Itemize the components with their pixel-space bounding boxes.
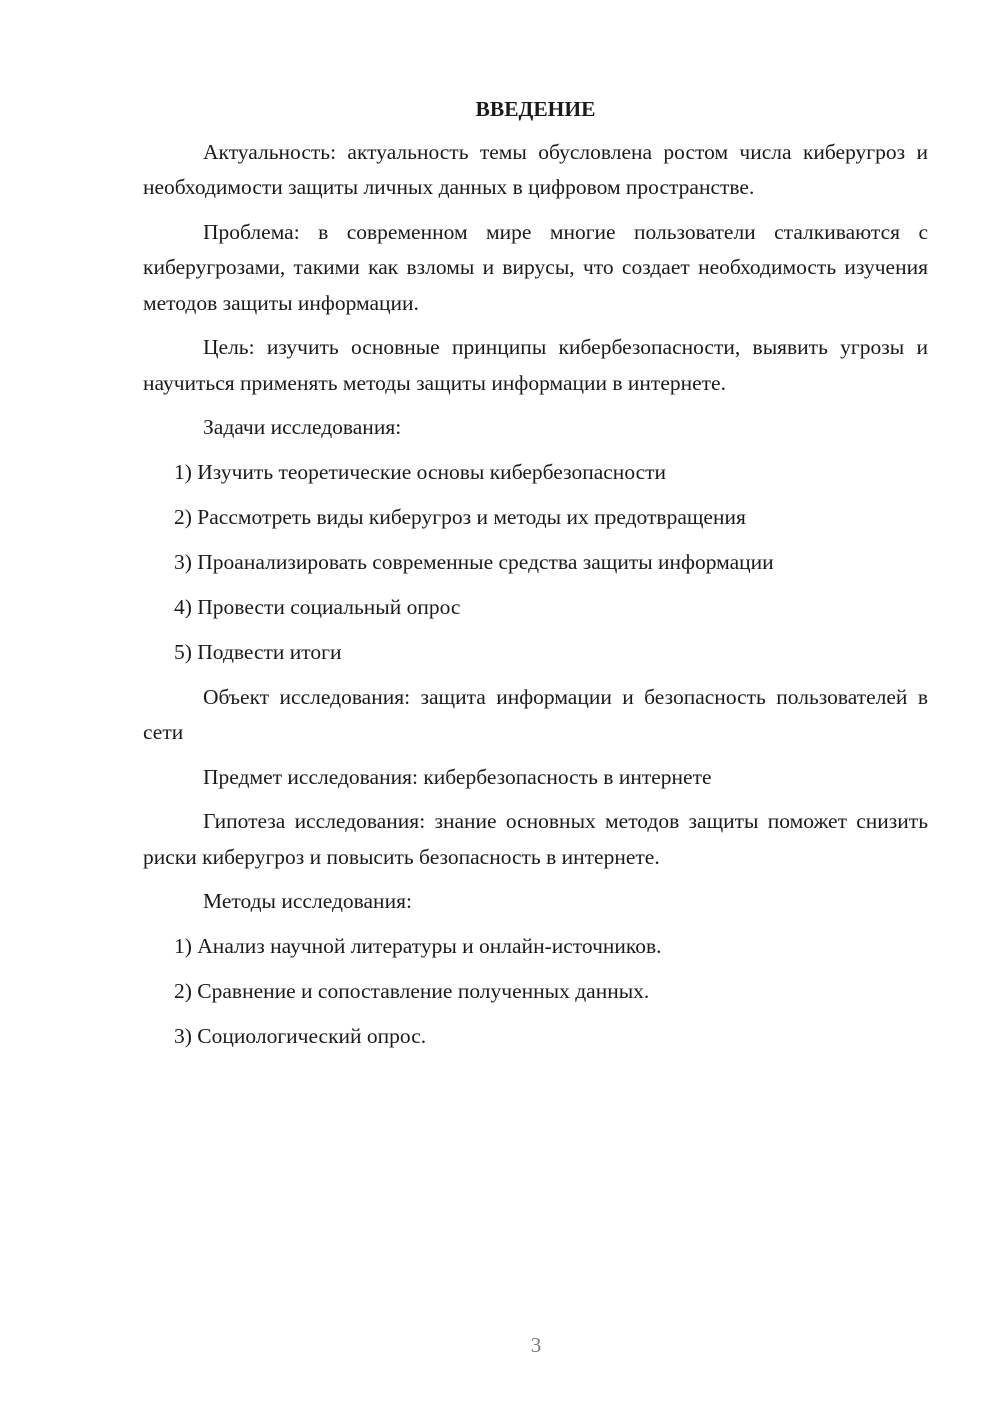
paragraph-problem: Проблема: в современном мире многие пользователи сталкиваются с киберугрозами, такими как взломы и вирусы, что создает необходимость изучения методов защиты информации. (143, 219, 928, 315)
list-item: 1) Анализ научной литературы и онлайн-источников. (174, 933, 662, 958)
list-item: 3) Социологический опрос. (174, 1023, 427, 1048)
list-item: 3) Проанализировать современные средства защиты информации (174, 549, 774, 574)
page-title: ВВЕДЕНИЕ (475, 97, 596, 121)
paragraph-hypothesis: Гипотеза исследования: знание основных методов защиты поможет снизить риски киберугроз и повысить безопасность в интернете. (143, 809, 928, 869)
tasks-heading: Задачи исследования: (203, 415, 402, 439)
list-item: 1) Изучить теоретические основы кибербезопасности (174, 459, 667, 484)
list-item: 2) Сравнение и сопоставление полученных данных. (174, 978, 650, 1003)
list-item: 2) Рассмотреть виды киберугроз и методы их предотвращения (174, 504, 746, 529)
paragraph-relevance: Актуальность: актуальность темы обусловлена ростом числа киберугроз и необходимости защиты личных данных в цифровом пространстве. (143, 139, 928, 199)
paragraph-goal: Цель: изучить основные принципы кибербезопасности, выявить угрозы и научиться применять методы защиты информации в интернете. (143, 335, 928, 395)
page-number: 3 (530, 1333, 542, 1357)
methods-heading: Методы исследования: (203, 889, 412, 913)
tasks-list (143, 455, 928, 671)
list-item: 4) Провести социальный опрос (174, 594, 461, 619)
paragraph-object: Объект исследования: защита информации и безопасность пользователей в сети (143, 684, 928, 744)
list-item: 5) Подвести итоги (174, 639, 342, 664)
methods-list (143, 929, 928, 1055)
paragraph-subject: Предмет исследования: кибербезопасность в интернете (203, 764, 712, 789)
document-page (143, 92, 928, 1064)
